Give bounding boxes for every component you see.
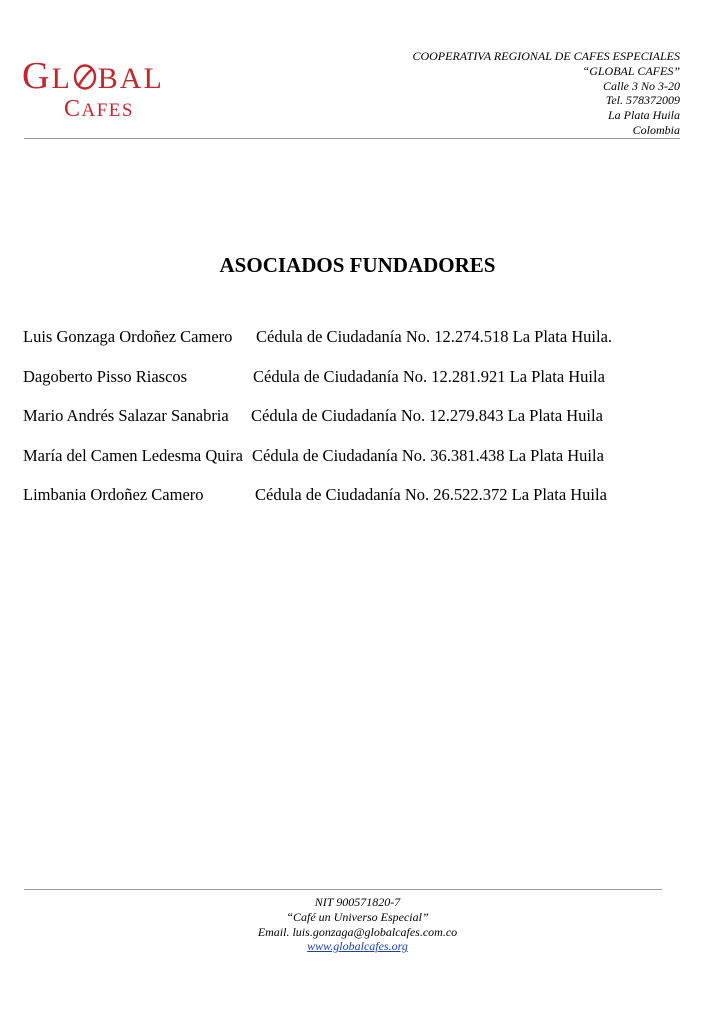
letterhead-footer (0, 895, 715, 954)
list-item (23, 327, 683, 367)
footer-slogan: “Café un Universo Especial” (286, 909, 429, 924)
address-city: La Plata Huila (607, 108, 680, 123)
associate-name: Luis Gonzaga Ordoñez Camero (23, 327, 233, 346)
associate-name: Mario Andrés Salazar Sanabria (23, 406, 229, 425)
logo-letter-l: L (51, 62, 72, 95)
associate-name: Dagoberto Pisso Riascos (23, 366, 188, 386)
logo-letters-bal: BAL (97, 62, 164, 95)
website-link[interactable]: www.globalcafes.org (307, 939, 408, 954)
associates-list (23, 327, 683, 525)
footer-nit: NIT 900571820-7 (314, 895, 401, 909)
associate-id: Cédula de Ciudadanía No. 36.381.438 La Plata Huila (252, 445, 604, 465)
address-street: Calle 3 No 3-20 (603, 78, 680, 93)
page-title: ASOCIADOS FUNDADORES (219, 253, 496, 277)
address-phone: Tel. 578372009 (605, 93, 680, 108)
list-item (23, 367, 683, 407)
address-company: COOPERATIVA REGIONAL DE CAFES ESPECIALES (412, 49, 680, 63)
list-item (23, 446, 683, 486)
list-item (23, 406, 683, 446)
associate-id: Cédula de Ciudadanía No. 26.522.372 La Plata Huila (255, 485, 607, 504)
logo-word-cafes (64, 96, 134, 124)
logo-letter-c: C (64, 96, 82, 122)
associate-id: Cédula de Ciudadanía No. 12.281.921 La Plata Huila (253, 366, 605, 386)
address-brand: “GLOBAL CAFES” (582, 63, 680, 78)
coffee-bean-icon (73, 64, 97, 90)
company-logo (22, 56, 192, 126)
list-item (23, 485, 683, 525)
logo-letters-afes: AFES (81, 100, 134, 121)
header-divider (24, 138, 680, 139)
footer-divider (24, 889, 662, 890)
associate-name: Limbania Ordoñez Camero (23, 485, 204, 504)
associate-id: Cédula de Ciudadanía No. 12.274.518 La Plata Huila. (256, 327, 613, 346)
footer-email: Email. luis.gonzaga@globalcafes.com.co (257, 924, 458, 939)
letterhead-address (412, 49, 680, 138)
address-country: Colombia (632, 122, 680, 137)
associate-id: Cédula de Ciudadanía No. 12.279.843 La Plata Huila (251, 406, 603, 425)
logo-word-global (22, 56, 164, 99)
logo-letter-g: G (22, 55, 52, 97)
associate-name: María del Camen Ledesma Quira (23, 445, 243, 465)
